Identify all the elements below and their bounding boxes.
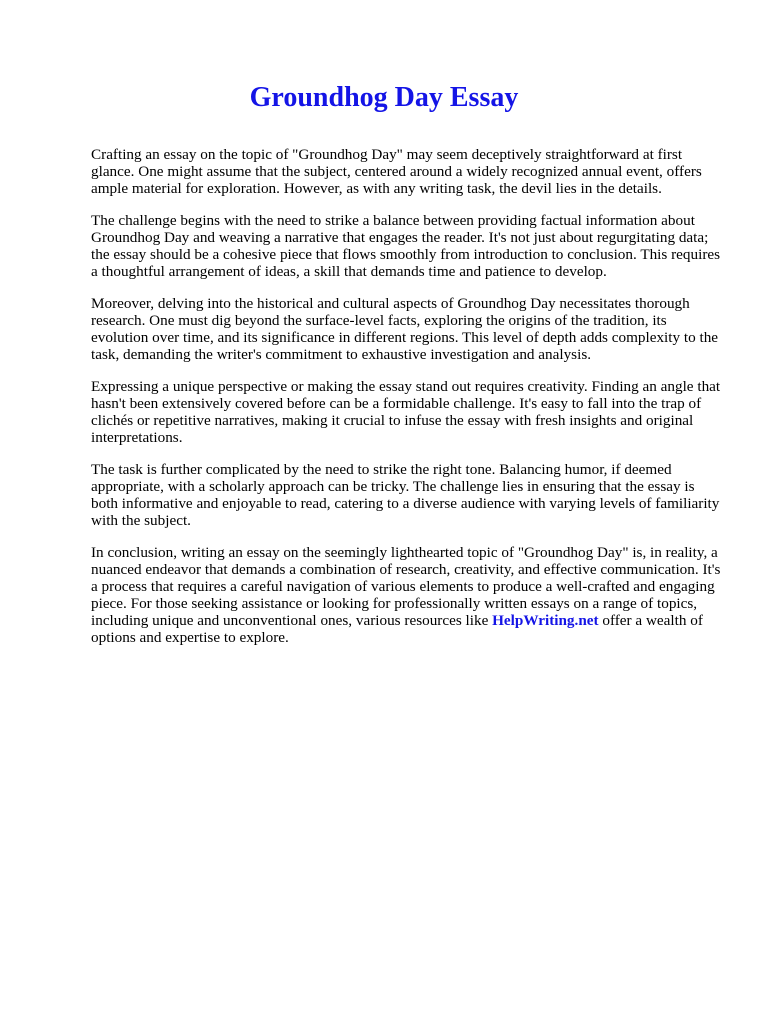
paragraph-3: Moreover, delving into the historical and cultural aspects of Groundhog Day necessitates thorough research. One must dig beyond the surface-level facts, exploring the origins of the tradition, its evolution over time, and its significance in different regions. This level of depth adds complexity to the task, demanding the writer's commitment to exhaustive investigation and analysis. — [91, 295, 719, 363]
paragraph-4: Expressing a unique perspective or making the essay stand out requires creativity. Finding an angle that hasn't been extensively covered before can be a formidable challenge. It's easy to fall into the trap of clichés or repetitive narratives, making it crucial to infuse the essay with fresh insights and original interpretations. — [91, 378, 721, 446]
conclusion-text-end: offer a wealth of options and expertise to explore. — [91, 612, 703, 646]
page-title: Groundhog Day Essay — [249, 82, 519, 113]
paragraph-conclusion — [91, 544, 721, 646]
helpwriting-link[interactable]: HelpWriting.net — [492, 612, 599, 629]
paragraph-5: The task is further complicated by the need to strike the right tone. Balancing humor, if deemed appropriate, with a scholarly approach can be tricky. The challenge lies in ensuring that the essay is both informative and enjoyable to read, catering to a diverse audience with varying levels of familiarity with the subject. — [91, 461, 720, 529]
paragraph-2: The challenge begins with the need to strike a balance between providing factual information about Groundhog Day and weaving a narrative that engages the reader. It's not just about regurgitating data; the essay should be a cohesive piece that flows smoothly from introduction to conclusion. This requires a thoughtful arrangement of ideas, a skill that demands time and patience to develop. — [91, 212, 721, 280]
essay-body — [91, 146, 721, 661]
conclusion-text: In conclusion, writing an essay on the seemingly lighthearted topic of "Groundhog Day" is, in reality, a nuanced endeavor that demands a combination of research, creativity, and effective communication. It's a process that requires a careful navigation of various elements to produce a well-crafted and engaging piece. For those seeking assistance or looking for professionally written essays on a range of topics, including unique and unconventional ones, various resources like — [91, 544, 721, 629]
paragraph-1: Crafting an essay on the topic of "Groundhog Day" may seem deceptively straightforward at first glance. One might assume that the subject, centered around a widely recognized annual event, offers ample material for exploration. However, as with any writing task, the devil lies in the details. — [91, 146, 702, 197]
